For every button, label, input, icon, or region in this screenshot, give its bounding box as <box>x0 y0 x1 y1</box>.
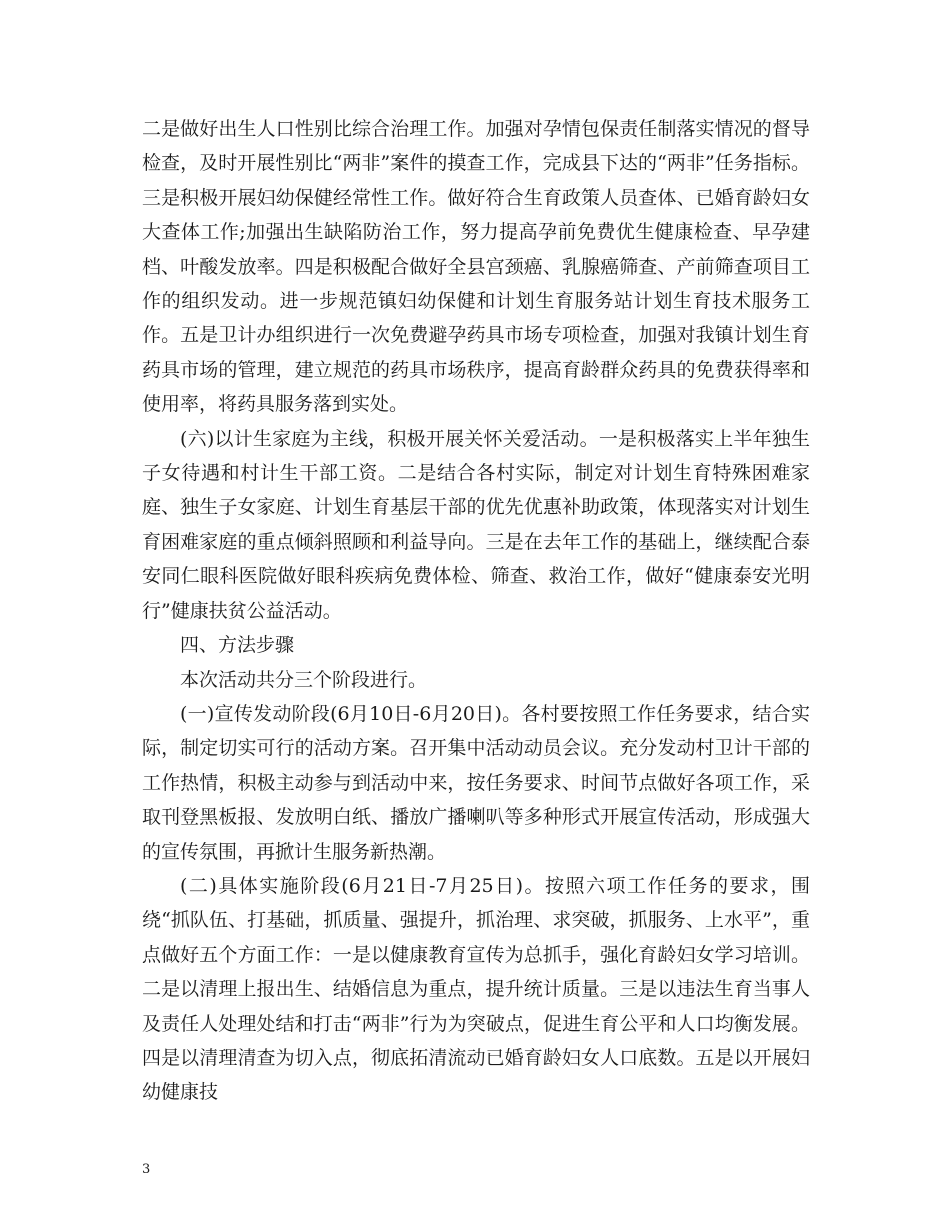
paragraph-4: 本次活动共分三个阶段进行。 <box>180 668 428 691</box>
section-heading: 四、方法步骤 <box>180 634 295 657</box>
paragraph-2: (六)以计生家庭为主线，积极开展关怀关爱活动。一是积极落实上半年独生子女待遇和村计生干部工资。二是结合各村实际，制定对计划生育特殊困难家庭、独生子女家庭、计划生育基层干部的优先优惠补助政策，体现落实对计划生育困难家庭的重点倾斜照顾和利益导向。三是在去年工作的基础上，继续配合泰安同仁眼科医院做好眼科疾病免费体检、筛查、救治工作，做好“健康泰安光明行”健康扶贫公益活动。 <box>142 427 810 622</box>
paragraph-5: (一)宣传发动阶段(6月10日-6月20日)。各村要按照工作任务要求，结合实际，制定切实可行的活动方案。召开集中活动动员会议。充分发动村卫计干部的工作热情，积极主动参与到活动中来，按任务要求、时间节点做好各项工作，采取刊登黑板报、发放明白纸、播放广播喇叭等多种形式开展宣传活动，形成强大的宣传氛围，再掀计生服务新热潮。 <box>142 702 810 863</box>
paragraph-6: (二)具体实施阶段(6月21日-7月25日)。按照六项工作任务的要求，围绕“抓队伍、打基础，抓质量、强提升，抓治理、求突破，抓服务、上水平”，重点做好五个方面工作：一是以健康教育宣传为总抓手，强化育龄妇女学习培训。二是以清理上报出生、结婚信息为重点，提升统计质量。三是以违法生育当事人及责任人处理处结和打击“两非”行为为突破点，促进生育公平和人口均衡发展。四是以清理清查为切入点，彻底拓清流动已婚育龄妇女人口底数。五是以开展妇幼健康技 <box>142 874 810 1104</box>
document-body <box>142 112 810 1110</box>
paragraph-1: 二是做好出生人口性别比综合治理工作。加强对孕情包保责任制落实情况的督导检查，及时开展性别比“两非”案件的摸查工作，完成县下达的“两非”任务指标。三是积极开展妇幼保健经常性工作。做好符合生育政策人员查体、已婚育龄妇女大查体工作;加强出生缺陷防治工作，努力提高孕前免费优生健康检查、早孕建档、叶酸发放率。四是积极配合做好全县宫颈癌、乳腺癌筛查、产前筛查项目工作的组织发动。进一步规范镇妇幼保健和计划生育服务站计划生育技术服务工作。五是卫计办组织进行一次免费避孕药具市场专项检查，加强对我镇计划生育药具市场的管理，建立规范的药具市场秩序，提高育龄群众药具的免费获得率和使用率，将药具服务落到实处。 <box>142 118 810 416</box>
page-number: 3 <box>142 1162 151 1177</box>
